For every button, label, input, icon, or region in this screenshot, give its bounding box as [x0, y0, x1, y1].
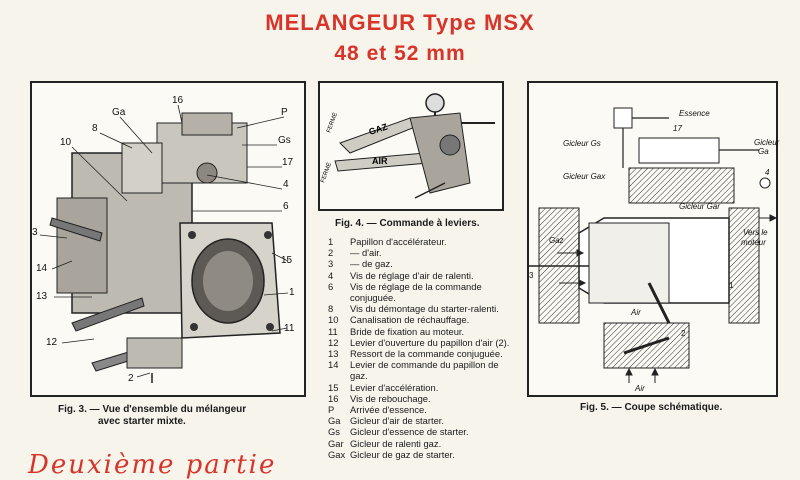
- label-3: 3: [529, 271, 534, 280]
- schematic-section: [529, 83, 780, 395]
- legend-item: [328, 270, 516, 281]
- label-gaz: GAZ: [367, 121, 389, 137]
- legend-description: Gicleur d'essence de starter.: [350, 426, 469, 438]
- legend-description: Levier d'accélération.: [350, 381, 439, 393]
- callout-1: 1: [289, 287, 295, 298]
- label-gicleur-gax: Gicleur Gax: [563, 172, 606, 181]
- lever-control-illustration: [320, 83, 502, 209]
- callout-12: 12: [46, 337, 58, 348]
- legend-item: [328, 426, 516, 437]
- callout-17: 17: [282, 157, 294, 168]
- callout-2: 2: [128, 373, 134, 384]
- label-moteur: moteur: [741, 238, 766, 247]
- carburetor-illustration: [32, 83, 304, 395]
- legend-item: [328, 393, 516, 404]
- label-essence: Essence: [679, 109, 710, 118]
- label-4: 4: [765, 168, 770, 177]
- side-housing: [57, 198, 107, 293]
- legend-description: Vis du démontage du starter-ralenti.: [350, 303, 499, 315]
- figure-5-caption: Fig. 5. — Coupe schématique.: [580, 402, 723, 413]
- legend-item: [328, 314, 516, 325]
- legend-key: 14: [328, 359, 339, 371]
- callout-Ga: Ga: [112, 107, 126, 118]
- legend-description: Ressort de la commande conjuguée.: [350, 348, 503, 360]
- legend-key: 13: [328, 348, 339, 360]
- legend-key: 10: [328, 314, 339, 326]
- legend-item: [328, 359, 516, 381]
- legend-description: — d'air.: [350, 247, 382, 259]
- legend-key: Gs: [328, 426, 340, 438]
- label-gicleur-ga-2: Ga: [758, 147, 769, 156]
- legend-item: [328, 281, 516, 303]
- callout-14: 14: [36, 263, 48, 274]
- callout-P: P: [281, 107, 288, 118]
- legend-key: P: [328, 404, 335, 416]
- callout-10: 10: [60, 137, 72, 148]
- figure-5-panel: [527, 81, 778, 397]
- legend-description: Levier de commande du papillon de gaz.: [350, 359, 499, 382]
- legend-description: Papillon d'accélérateur.: [350, 236, 447, 247]
- legend-key: 11: [328, 325, 338, 337]
- legend-key: 2: [328, 247, 334, 259]
- legend-key: 1: [328, 236, 334, 247]
- label-gicleur-gs: Gicleur Gs: [563, 139, 601, 148]
- label-2: 2: [681, 329, 686, 338]
- legend-key: 4: [328, 269, 334, 281]
- legend-item: [328, 326, 516, 337]
- legend-key: 16: [328, 392, 339, 404]
- legend-description: Levier d'ouverture du papillon d'air (2).: [350, 336, 510, 348]
- callout-13: 13: [36, 291, 48, 302]
- callout-3: 3: [32, 227, 38, 238]
- callout-15: 15: [281, 255, 293, 266]
- throttle-bore-inner: [203, 251, 253, 311]
- legend-description: Arrivée d'essence.: [350, 404, 427, 416]
- legend-key: 6: [328, 280, 334, 292]
- legend-key: 3: [328, 258, 334, 270]
- label-1: 1: [729, 281, 734, 290]
- label-17: 17: [673, 124, 682, 133]
- legend-description: Canalisation de réchauffage.: [350, 314, 470, 326]
- callout-16: 16: [172, 95, 184, 106]
- legend-description: Vis de rebouchage.: [350, 392, 431, 404]
- legend-item: [328, 236, 516, 247]
- legend-item: [328, 258, 516, 269]
- section-heading: Deuxième partie: [28, 450, 277, 480]
- legend-key: Ga: [328, 415, 341, 427]
- callout-11: 11: [284, 323, 295, 334]
- legend-item: [328, 247, 516, 258]
- label-air: Air: [631, 308, 641, 317]
- legend-key: Gar: [328, 437, 344, 449]
- document-title: MELANGEUR Type MSX: [265, 10, 535, 35]
- callout-6: 6: [283, 201, 289, 212]
- legend-description: Gicleur de ralenti gaz.: [350, 437, 442, 449]
- legend-description: Vis de réglage de la commande conjuguée.: [350, 280, 482, 304]
- legend-description: Vis de réglage d'air de ralenti.: [350, 269, 474, 281]
- legend-item: [328, 438, 516, 449]
- legend-item: [328, 415, 516, 426]
- label-air: AIR: [372, 156, 388, 166]
- legend-description: Gicleur de gaz de starter.: [350, 448, 455, 460]
- label-ferme-top: FERMÉ: [326, 111, 340, 134]
- legend-key: 12: [328, 336, 339, 348]
- document-subtitle: 48 et 52 mm: [334, 42, 466, 65]
- figure-3-caption-line1: Fig. 3. — Vue d'ensemble du mélangeur: [58, 404, 247, 415]
- figure-4-panel: [318, 81, 504, 211]
- figure-3-caption-line2: avec starter mixte.: [98, 416, 186, 427]
- label-ferme-bottom: FERMÉ: [320, 161, 334, 184]
- legend-key: 8: [328, 303, 334, 315]
- legend-description: Gicleur d'air de starter.: [350, 415, 445, 427]
- legend-key: 15: [328, 381, 339, 393]
- legend-item: [328, 303, 516, 314]
- callout-4: 4: [283, 179, 289, 190]
- legend-item: [328, 382, 516, 393]
- label-gicleur-gar: Gicleur Gar: [679, 202, 720, 211]
- legend-description: — de gaz.: [350, 258, 393, 270]
- legend-item: [328, 337, 516, 348]
- label-vers-le: Vers le: [743, 228, 768, 237]
- legend-item: [328, 404, 516, 415]
- callout-Gs: Gs: [278, 135, 291, 146]
- figure-3-panel: [30, 81, 306, 397]
- legend-item: [328, 449, 516, 460]
- parts-legend: [328, 236, 516, 460]
- label-air-bottom: Air: [635, 384, 645, 393]
- label-gaz: Gaz: [549, 236, 564, 245]
- label-gicleur-ga-1: Gicleur: [754, 138, 780, 147]
- legend-description: Bride de fixation au moteur.: [350, 325, 465, 337]
- legend-item: [328, 348, 516, 359]
- legend-key: Gax: [328, 448, 346, 460]
- callout-8: 8: [92, 123, 98, 134]
- figure-4-caption: Fig. 4. — Commande à leviers.: [335, 218, 480, 229]
